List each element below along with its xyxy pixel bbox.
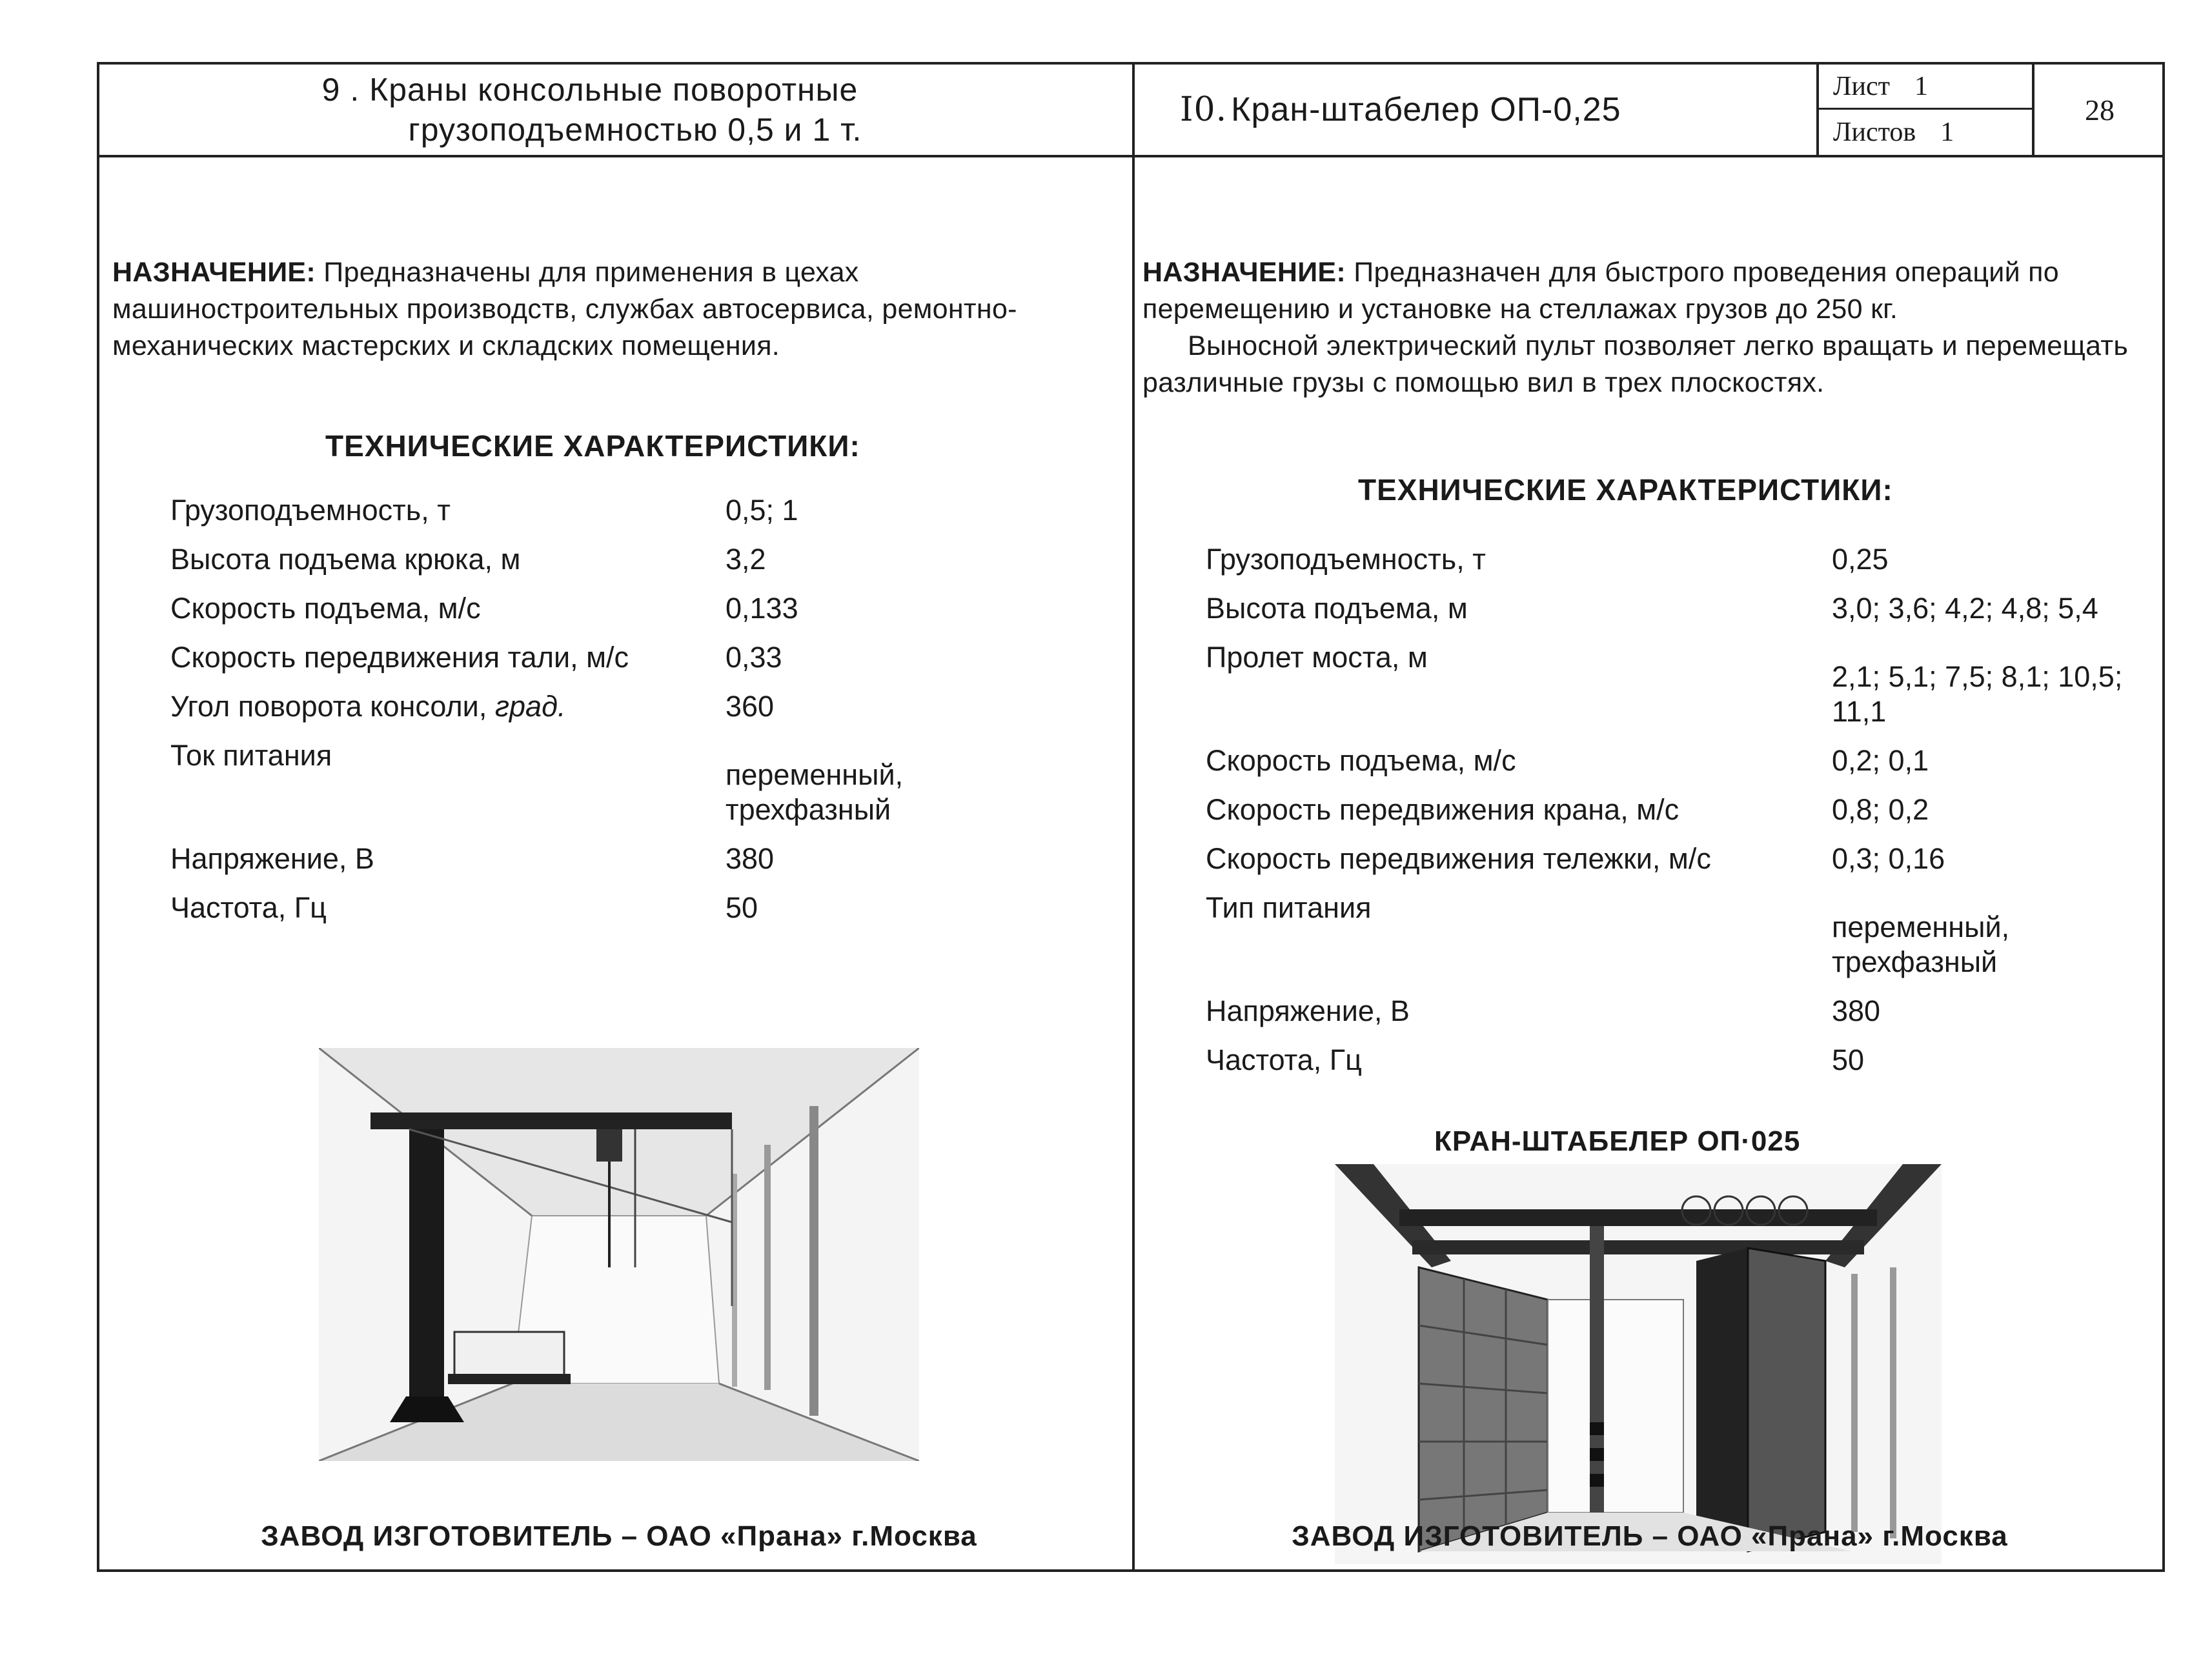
spec-label: Частота, Гц bbox=[1206, 1043, 1362, 1076]
spec-row bbox=[1206, 542, 2148, 577]
spec-row bbox=[1206, 591, 2148, 626]
spec-row bbox=[170, 841, 1010, 876]
spec-label: Напряжение, В bbox=[170, 842, 374, 875]
spec-label-text: Угол поворота консоли, bbox=[170, 690, 495, 723]
spec-row bbox=[170, 738, 1010, 827]
left-footer: ЗАВОД ИЗГОТОВИТЕЛЬ – ОАО «Прана» г.Москва bbox=[261, 1520, 977, 1552]
right-purpose bbox=[1142, 254, 2156, 401]
sheet-value: 1 bbox=[1914, 71, 1928, 101]
left-section-title bbox=[99, 65, 1132, 155]
spec-label: Грузоподъемность, т bbox=[1206, 543, 1486, 576]
sheets-label: Листов bbox=[1833, 117, 1916, 147]
spec-value: 0,25 bbox=[1832, 543, 1889, 576]
spec-label: Грузоподъемность, т bbox=[170, 494, 451, 527]
spec-value: 50 bbox=[725, 891, 758, 924]
jib-crane-illustration bbox=[319, 1048, 919, 1461]
right-title-number: I0. bbox=[1180, 90, 1228, 129]
spec-row bbox=[1206, 841, 2148, 876]
right-purpose-text: Предназначен для быстрого проведения операций по перемещению и установке на стеллажах грузов до 250 кг. bbox=[1142, 257, 2059, 325]
spec-label: Ток питания bbox=[170, 739, 332, 772]
spec-row bbox=[170, 493, 1010, 528]
left-column bbox=[99, 157, 1132, 1569]
spec-label: Пролет моста, м bbox=[1206, 641, 1428, 674]
right-spec-title: ТЕХНИЧЕСКИЕ ХАРАКТЕРИСТИКИ: bbox=[1358, 473, 1893, 507]
right-footer: ЗАВОД ИЗГОТОВИТЕЛЬ – ОАО «Прана» г.Москва bbox=[1292, 1520, 2008, 1552]
spec-row bbox=[170, 591, 1010, 626]
spec-value: 3,2 bbox=[725, 543, 766, 576]
spec-label bbox=[170, 689, 725, 724]
spec-label-unit: град. bbox=[494, 690, 566, 723]
left-title-line2: грузоподъемностью 0,5 и 1 т. bbox=[408, 112, 862, 148]
spec-row bbox=[170, 542, 1010, 577]
spec-row bbox=[170, 689, 1010, 724]
spec-value: 380 bbox=[1832, 994, 1881, 1027]
sheets-value: 1 bbox=[1940, 117, 1954, 147]
left-purpose-text: Предназначены для применения в цехах машиностроительных производств, службах автосервиса, ремонтно-механических мастерских и складских помещения. bbox=[112, 257, 1017, 361]
spec-value: 0,2; 0,1 bbox=[1832, 744, 1929, 777]
spec-label: Скорость передвижения тали, м/с bbox=[170, 641, 629, 674]
spec-value: 50 bbox=[1832, 1043, 1865, 1076]
right-column bbox=[1135, 157, 2165, 1569]
spec-value: 3,0; 3,6; 4,2; 4,8; 5,4 bbox=[1832, 592, 2098, 625]
spec-label: Высота подъема крюка, м bbox=[170, 543, 521, 576]
spec-value: 0,3; 0,16 bbox=[1832, 842, 1945, 875]
header-row bbox=[99, 65, 2162, 157]
page-number: 28 bbox=[2032, 65, 2165, 155]
spec-label: Тип питания bbox=[1206, 891, 1372, 924]
spec-row bbox=[170, 891, 1010, 925]
spec-row bbox=[1206, 994, 2148, 1029]
sheet-label: Лист bbox=[1833, 71, 1890, 101]
sheet-cell bbox=[1819, 65, 2032, 110]
spec-label: Частота, Гц bbox=[170, 891, 327, 924]
spec-value: 0,133 bbox=[725, 592, 798, 625]
right-purpose-label: НАЗНАЧЕНИЕ: bbox=[1142, 257, 1346, 288]
right-section-title bbox=[1135, 65, 1913, 155]
spec-label: Высота подъема, м bbox=[1206, 592, 1468, 625]
spec-label: Скорость передвижения крана, м/с bbox=[1206, 793, 1679, 826]
left-title-line1: 9 . Краны консольные поворотные bbox=[321, 72, 858, 108]
spec-value: 2,1; 5,1; 7,5; 8,1; 10,5; 11,1 bbox=[1832, 660, 2123, 728]
spec-row bbox=[1206, 891, 2148, 980]
spec-label: Скорость подъема, м/с bbox=[1206, 744, 1516, 777]
spec-row bbox=[170, 640, 1010, 675]
spec-value: переменный, трехфазный bbox=[1832, 911, 2010, 978]
sheets-cell bbox=[1819, 110, 2032, 155]
spec-row bbox=[1206, 792, 2148, 827]
spec-label: Скорость подъема, м/с bbox=[170, 592, 481, 625]
spec-value: 0,8; 0,2 bbox=[1832, 793, 1929, 826]
left-spec-table bbox=[170, 493, 1010, 940]
spec-row bbox=[1206, 640, 2148, 729]
left-purpose bbox=[112, 254, 1119, 365]
document-frame bbox=[97, 62, 2165, 1572]
spec-value: 360 bbox=[725, 690, 775, 723]
left-spec-title: ТЕХНИЧЕСКИЕ ХАРАКТЕРИСТИКИ: bbox=[325, 429, 860, 463]
right-title-text: Кран-штабелер ОП-0,25 bbox=[1231, 91, 1621, 128]
right-spec-table bbox=[1206, 542, 2148, 1092]
spec-label: Напряжение, В bbox=[1206, 994, 1410, 1027]
spec-value: 0,5; 1 bbox=[725, 494, 798, 527]
title-block bbox=[1816, 65, 2162, 155]
left-purpose-label: НАЗНАЧЕНИЕ: bbox=[112, 257, 316, 288]
spec-label: Скорость передвижения тележки, м/с bbox=[1206, 842, 1711, 875]
spec-row bbox=[1206, 743, 2148, 778]
spec-row bbox=[1206, 1043, 2148, 1078]
right-purpose-text2: Выносной электрический пульт позволяет легко вращать и перемещать различные грузы с помощью вил в трех плоскостях. bbox=[1142, 330, 2129, 398]
spec-value: переменный, трехфазный bbox=[725, 758, 904, 826]
spec-value: 380 bbox=[725, 842, 775, 875]
stacker-crane-caption: КРАН-ШТАБЕЛЕР ОП·025 bbox=[1434, 1125, 1801, 1157]
stacker-crane-illustration bbox=[1335, 1164, 1942, 1564]
spec-value: 0,33 bbox=[725, 641, 782, 674]
